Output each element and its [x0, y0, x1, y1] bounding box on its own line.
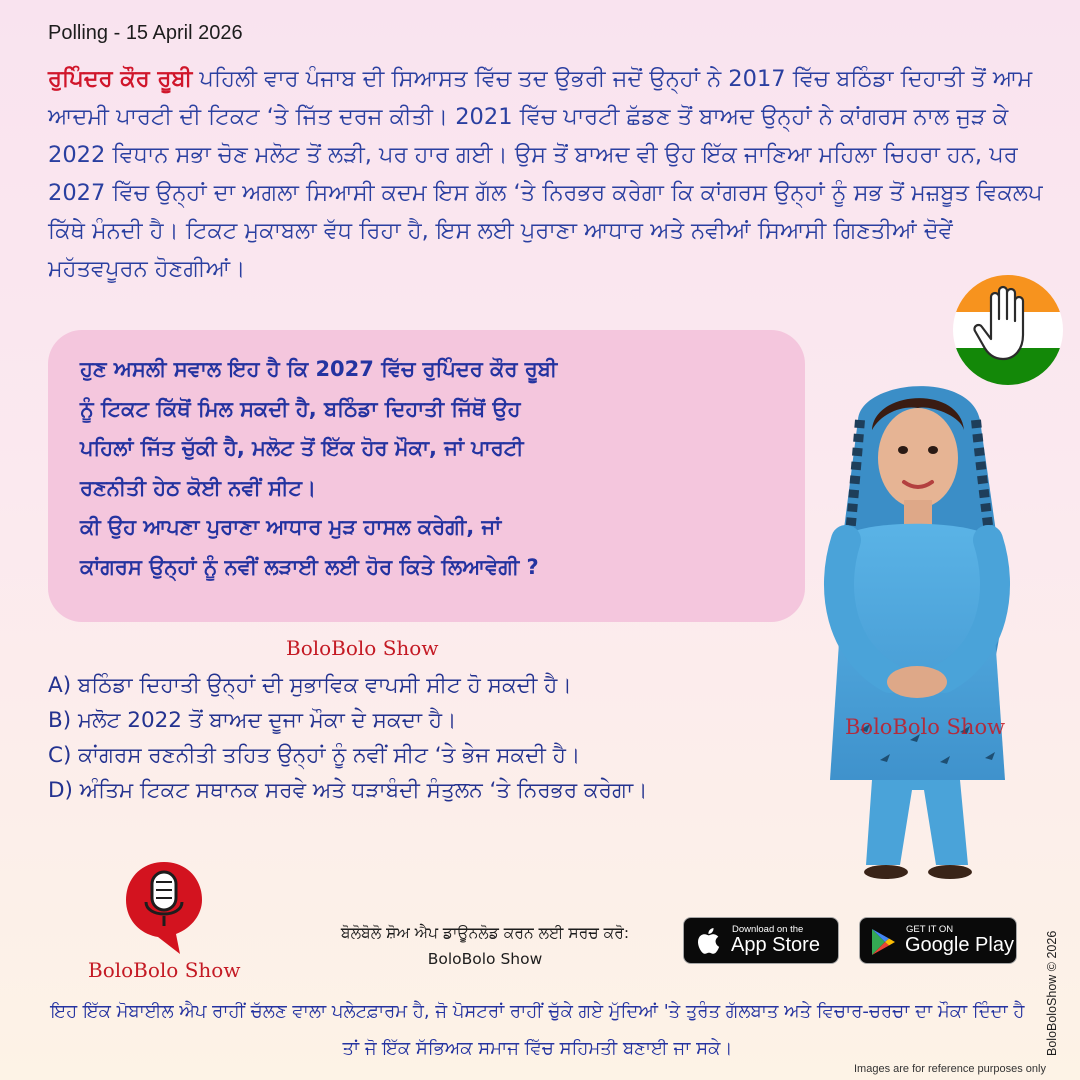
intro-body: ਪਹਿਲੀ ਵਾਰ ਪੰਜਾਬ ਦੀ ਸਿਆਸਤ ਵਿੱਚ ਤਦ ਉਭਰੀ ਜਦੋਂ ਉਨ੍ਹਾਂ ਨੇ 2017 ਵਿੱਚ ਬਠਿੰਡਾ ਦਿਹਾਤੀ ਤੋਂ ਆਮ ਆਦਮੀ ਪਾਰਟੀ ਦੀ ਟਿਕਟ ‘ਤੇ ਜਿੱਤ ਦਰਜ ਕੀਤੀ। 2021 ਵਿੱਚ ਪਾਰਟੀ ਛੱਡਣ ਤੋਂ ਬਾਅਦ ਉਨ੍ਹਾਂ ਨੇ ਕਾਂਗਰਸ ਨਾਲ ਜੁੜ ਕੇ 2022 ਵਿਧਾਨ ਸਭਾ ਚੋਣ ਮਲੋਟ ਤੋਂ ਲੜੀ, ਪਰ ਹਾਰ ਗਈ। ਉਸ ਤੋਂ ਬਾਅਦ ਵੀ ਉਹ ਇੱਕ ਜਾਣਿਆ ਮਹਿਲਾ ਚਿਹਰਾ ਹਨ, ਪਰ 2027 ਵਿੱਚ ਉਨ੍ਹਾਂ ਦਾ ਅਗਲਾ ਸਿਆਸੀ ਕਦਮ ਇਸ ਗੱਲ ‘ਤੇ ਨਿਰਭਰ ਕਰੇਗਾ ਕਿ ਕਾਂਗਰਸ ਉਨ੍ਹਾਂ ਨੂੰ ਸਭ ਤੋਂ ਮਜ਼ਬੂਤ ਵਿਕਲਪ ਕਿੱਥੇ ਮੰਨਦੀ ਹੈ। ਟਿਕਟ ਮੁਕਾਬਲਾ ਵੱਧ ਰਿਹਾ ਹੈ, ਇਸ ਲਈ ਪੁਰਾਣਾ ਆਧਾਰ ਅਤੇ ਨਵੀਆਂ ਸਿਆਸੀ ਗਿਣਤੀਆਂ ਦੋਵੇਂ ਮਹੱਤਵਪੂਰਨ ਹੋਣਗੀਆਂ।: [48, 66, 1043, 282]
microphone-icon: [122, 858, 206, 956]
google-play-icon: [870, 928, 896, 956]
app-store-small-text: Download on the: [732, 924, 804, 935]
poll-option-d[interactable]: D) ਅੰਤਿਮ ਟਿਕਟ ਸਥਾਨਕ ਸਰਵੇ ਅਤੇ ਧੜਾਬੰਦੀ ਸੰਤੁਲਨ ‘ਤੇ ਨਿਰਭਰ ਕਰੇਗਾ।: [48, 778, 648, 803]
download-prompt-line1: ਬੋਲੋਬੋਲੋ ਸ਼ੋਅ ਐਪ ਡਾਊਨਲੋਡ ਕਰਨ ਲਈ ਸਰਚ ਕਰੋ:: [340, 924, 630, 942]
apple-icon: [696, 927, 720, 955]
portrait-watermark: BoloBolo Show: [845, 715, 1006, 739]
footer-description: ਇਹ ਇੱਕ ਮੋਬਾਈਲ ਐਪ ਰਾਹੀਂ ਚੱਲਣ ਵਾਲਾ ਪਲੇਟਫ਼ਾਰਮ ਹੈ, ਜੋ ਪੋਸਟਰਾਂ ਰਾਹੀਂ ਚੁੱਕੇ ਗਏ ਮੁੱਦਿਆਂ 'ਤੇ ਤੁਰੰਤ ਗੱਲਬਾਤ ਅਤੇ ਵਿਚਾਰ-ਚਰਚਾ ਦਾ ਮੌਕਾ ਦਿੰਦਾ ਹੈ ਤਾਂ ਜੋ ਇੱਕ ਸੱਭਿਅਕ ਸਮਾਜ ਵਿੱਚ ਸਹਿਮਤੀ ਬਣਾਈ ਜਾ ਸਕੇ।: [50, 1001, 1025, 1059]
app-store-button[interactable]: [683, 917, 839, 964]
google-play-small-text: GET IT ON: [906, 924, 954, 935]
brand-label: BoloBolo Show: [286, 636, 439, 660]
download-prompt-line2: BoloBolo Show: [427, 950, 543, 968]
intro-paragraph: [48, 60, 1043, 288]
brand-logo-text: BoloBolo Show: [88, 958, 241, 982]
poll-option-a[interactable]: A) ਬਠਿੰਡਾ ਦਿਹਾਤੀ ਉਨ੍ਹਾਂ ਦੀ ਸੁਭਾਵਿਕ ਵਾਪਸੀ ਸੀਟ ਹੋ ਸਕਦੀ ਹੈ।: [48, 673, 572, 698]
candidate-name: ਰੁਪਿੰਦਰ ਕੌਰ ਰੂਬੀ: [48, 66, 193, 92]
google-play-label: Google Play: [905, 934, 1014, 956]
question-text: ਹੁਣ ਅਸਲੀ ਸਵਾਲ ਇਹ ਹੈ ਕਿ 2027 ਵਿੱਚ ਰੁਪਿੰਦਰ ਕੌਰ ਰੂਬੀ ਨੂੰ ਟਿਕਟ ਕਿੱਥੋਂ ਮਿਲ ਸਕਦੀ ਹੈ, ਬਠਿੰਡਾ ਦਿਹਾਤੀ ਜਿੱਥੋਂ ਉਹ ਪਹਿਲਾਂ ਜਿੱਤ ਚੁੱਕੀ ਹੈ, ਮਲੋਟ ਤੋਂ ਇੱਕ ਹੋਰ ਮੌਕਾ, ਜਾਂ ਪਾਰਟੀ ਰਣਨੀਤੀ ਹੇਠ ਕੋਈ ਨਵੀਂ ਸੀਟ। ਕੀ ਉਹ ਆਪਣਾ ਪੁਰਾਣਾ ਆਧਾਰ ਮੁੜ ਹਾਸਲ ਕਰੇਗੀ, ਜਾਂ ਕਾਂਗਰਸ ਉਨ੍ਹਾਂ ਨੂੰ ਨਵੀਂ ਲੜਾਈ ਲਈ ਹੋਰ ਕਿਤੇ ਲਿਆਵੇਗੀ ?: [80, 357, 558, 579]
copyright-label: BoloBoloShow © 2026: [1045, 930, 1059, 1056]
poll-option-c[interactable]: C) ਕਾਂਗਰਸ ਰਣਨੀਤੀ ਤਹਿਤ ਉਨ੍ਹਾਂ ਨੂੰ ਨਵੀਂ ਸੀਟ ‘ਤੇ ਭੇਜ ਸਕਦੀ ਹੈ।: [48, 743, 581, 768]
disclaimer-label: Images are for reference purposes only: [854, 1063, 1046, 1075]
google-play-button[interactable]: [859, 917, 1017, 964]
download-prompt: [300, 920, 670, 972]
poll-options: [48, 668, 808, 808]
candidate-portrait: [800, 360, 1030, 890]
poll-option-b[interactable]: B) ਮਲੋਟ 2022 ਤੋਂ ਬਾਅਦ ਦੂਜਾ ਮੌਕਾ ਦੇ ਸਕਦਾ ਹੈ।: [48, 708, 457, 733]
date-label: Polling - 15 April 2026: [48, 22, 243, 44]
app-store-label: App Store: [731, 934, 820, 956]
